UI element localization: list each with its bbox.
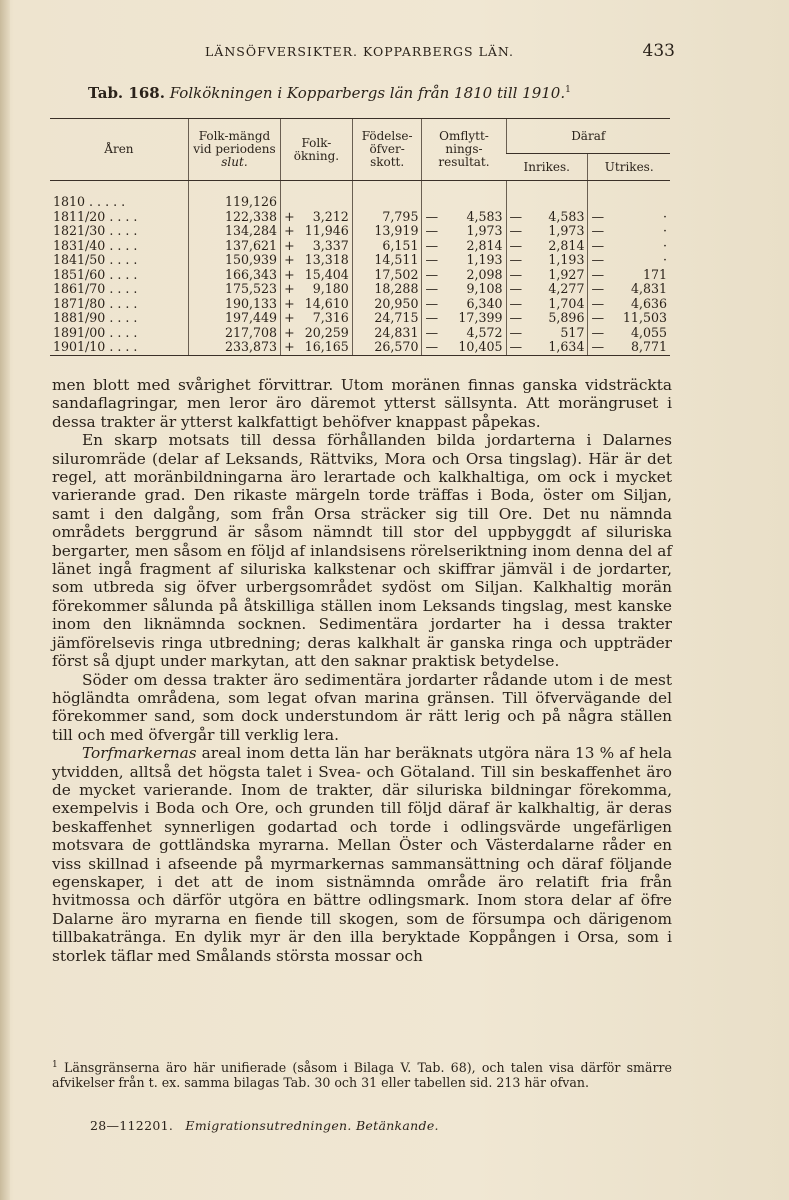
cell-year: 1881/90 . . . . bbox=[53, 310, 138, 325]
cell-population: 137,621 bbox=[188, 239, 280, 254]
cell-population: 122,338 bbox=[188, 210, 280, 225]
table-row bbox=[50, 224, 670, 239]
cell-growth: + 20,259 bbox=[281, 326, 353, 341]
table-row bbox=[50, 253, 670, 268]
cell-births: 18,288 bbox=[352, 282, 422, 297]
cell-births bbox=[352, 181, 422, 210]
cell-population: 166,343 bbox=[188, 268, 280, 283]
cell-domestic: — 1,927 bbox=[506, 268, 588, 283]
cell-population: 119,126 bbox=[188, 181, 280, 210]
cell-domestic: — 4,583 bbox=[506, 210, 588, 225]
page-footer bbox=[90, 1118, 439, 1133]
cell-year: 1811/20 . . . . bbox=[53, 208, 138, 224]
cell-year: 1841/50 . . . . bbox=[53, 252, 138, 267]
cell-growth: + 16,165 bbox=[281, 340, 353, 355]
table-title: Folkökningen i Kopparbergs län från 1810 till 1910. bbox=[169, 84, 566, 102]
cell-growth: + 3,337 bbox=[281, 239, 353, 254]
cell-migration: — 17,399 bbox=[422, 311, 506, 326]
cell-year: 1901/10 . . . . bbox=[50, 340, 188, 355]
table-row bbox=[50, 210, 670, 225]
cell-abroad: — 171 bbox=[588, 268, 670, 283]
cell-growth bbox=[281, 181, 353, 210]
cell-abroad: — · bbox=[588, 224, 670, 239]
cell-growth: + 11,946 bbox=[281, 224, 353, 239]
cell-births: 20,950 bbox=[352, 297, 422, 312]
table-body bbox=[50, 181, 670, 356]
cell-abroad: — 4,831 bbox=[588, 282, 670, 297]
col-header-population: Folk-mängd vid periodens slut. bbox=[188, 119, 280, 181]
cell-births: 14,511 bbox=[352, 253, 422, 268]
table-row bbox=[50, 282, 670, 297]
cell-domestic: — 517 bbox=[506, 326, 588, 341]
cell-abroad: — · bbox=[588, 239, 670, 254]
col-header-births: Födelse-öfver-skott. bbox=[352, 119, 422, 181]
footer-signature: 28—112201. bbox=[90, 1118, 174, 1133]
page-spine bbox=[0, 0, 10, 1200]
cell-population: 175,523 bbox=[188, 282, 280, 297]
cell-abroad: — 8,771 bbox=[588, 340, 670, 355]
cell-migration: — 4,583 bbox=[422, 210, 506, 225]
cell-births: 17,502 bbox=[352, 268, 422, 283]
table-row bbox=[50, 239, 670, 254]
cell-growth: + 9,180 bbox=[281, 282, 353, 297]
cell-population: 150,939 bbox=[188, 253, 280, 268]
cell-domestic: — 1,973 bbox=[506, 224, 588, 239]
cell-domestic: — 2,814 bbox=[506, 239, 588, 254]
cell-year: 1810 . . . . . bbox=[53, 194, 126, 209]
cell-births: 26,570 bbox=[352, 340, 422, 355]
cell-year: 1831/40 . . . . bbox=[53, 237, 138, 253]
cell-migration: — 2,098 bbox=[422, 268, 506, 283]
table-row bbox=[50, 311, 670, 326]
running-header-title: LÄNSÖFVERSIKTER. KOPPARBERGS LÄN. bbox=[205, 44, 515, 59]
col-header-domestic: Inrikes. bbox=[506, 154, 588, 181]
cell-year: 1821/30 . . . . bbox=[53, 223, 138, 238]
cell-domestic: — 5,896 bbox=[506, 311, 588, 326]
cell-births: 6,151 bbox=[352, 239, 422, 254]
cell-abroad: — 4,636 bbox=[588, 297, 670, 312]
table-row bbox=[50, 326, 670, 341]
cell-migration: — 4,572 bbox=[422, 326, 506, 341]
cell-births: 7,795 bbox=[352, 210, 422, 225]
cell-growth: + 7,316 bbox=[281, 311, 353, 326]
col-header-of-which: Däraf bbox=[506, 119, 670, 154]
table-caption bbox=[88, 84, 571, 102]
footer-title: Emigrationsutredningen. Betänkande. bbox=[185, 1118, 439, 1133]
cell-births: 24,715 bbox=[352, 311, 422, 326]
cell-year: 1851/60 . . . . bbox=[53, 266, 138, 282]
cell-migration: — 10,405 bbox=[422, 340, 506, 355]
body-text bbox=[52, 376, 672, 965]
cell-year: 1861/70 . . . . bbox=[53, 281, 138, 296]
cell-growth: + 13,318 bbox=[281, 253, 353, 268]
footnote: $^1$ Länsgränserna äro här unifierade (såsom i Bilaga V. Tab. 68), och talen visa därför smärre afvikelser från t. ex. samma bilagas Tab. 30 och 31 eller tabellen sid. 213 här ofvan. bbox=[52, 1060, 672, 1091]
cell-population: 197,449 bbox=[188, 311, 280, 326]
table-label: Tab. 168. bbox=[88, 84, 165, 102]
col-header-migration: Omflytt-nings-resultat. bbox=[422, 119, 506, 181]
col-header-years: Åren bbox=[50, 119, 188, 181]
paragraph: Torfmarkernas areal inom detta län har beräknats utgöra nära 13 % af hela ytvidden, alltså det högsta talet i Svea- och Götaland. Till sin beskaffenhet äro de mycket varierande. Inom de trakter, där siluriska bildningar förekomma, exempelvis i Boda och Ore, och grunden till följd däraf är kalkhaltig, är deras beskaffenhet synnerligen godartad och torde i odlingsvärde ungefärligen motsvara de gottländska myrarna. Mellan Öster och Västerdalarne råder en viss skillnad i afseende på myrmarkernas sammansättning och däraf följande egenskaper, i det att de inom sistnämnda område äro relatift fria från hvitmossa och därför utgöra en bättre odlingsmark. Inom stora delar af öfre Dalarne äro myrarna en fiende till skogen, som de försumpa och därigenom tillbakatränga. En dylik myr är den illa beryktade Koppången i Orsa, som i storlek täflar med Smålands största mossar och bbox=[52, 744, 672, 965]
cell-growth: + 3,212 bbox=[281, 210, 353, 225]
table-row bbox=[50, 181, 670, 210]
footnote-text: Länsgränserna äro här unifierade (såsom i Bilaga V. Tab. 68), och talen visa därför smärre afvikelser från t. ex. samma bilagas Tab. 30 och 31 eller tabellen sid. 213 här ofvan. bbox=[52, 1060, 672, 1091]
table-row bbox=[50, 340, 670, 355]
cell-abroad: — · bbox=[588, 253, 670, 268]
cell-abroad: — 11,503 bbox=[588, 311, 670, 326]
cell-migration: — 9,108 bbox=[422, 282, 506, 297]
cell-domestic: — 1,634 bbox=[506, 340, 588, 355]
cell-population: 134,284 bbox=[188, 224, 280, 239]
cell-population: 233,873 bbox=[188, 340, 280, 355]
cell-domestic bbox=[506, 181, 588, 210]
cell-growth: + 15,404 bbox=[281, 268, 353, 283]
paragraph: men blott med svårighet förvittrar. Utom moränen finnas ganska vidsträckta sandaflagringar, men leror äro däremot ytterst sällsynta. Att morängruset i dessa trakter är ytterst kalkfattigt behöfver knappast påpekas. bbox=[52, 376, 672, 431]
cell-births: 24,831 bbox=[352, 326, 422, 341]
cell-year: 1891/00 . . . . bbox=[53, 324, 138, 340]
cell-migration: — 6,340 bbox=[422, 297, 506, 312]
cell-growth: + 14,610 bbox=[281, 297, 353, 312]
table-row bbox=[50, 297, 670, 312]
col-header-abroad: Utrikes. bbox=[588, 154, 670, 181]
cell-domestic: — 4,277 bbox=[506, 282, 588, 297]
table-note-mark: 1 bbox=[565, 85, 571, 95]
cell-domestic: — 1,704 bbox=[506, 297, 588, 312]
cell-migration: — 1,973 bbox=[422, 224, 506, 239]
cell-migration bbox=[422, 181, 506, 210]
cell-abroad bbox=[588, 181, 670, 210]
page-number: 433 bbox=[642, 41, 675, 61]
paragraph: En skarp motsats till dessa förhållanden bilda jordarterna i Dalarnes siluromräde (delar af Leksands, Rättviks, Mora och Orsa tingslag). Här är det regel, att moränbildningarna äro lerartade och kalkhaltiga, om ock i mycket varierande grad. Den rikaste märgeln torde träffas i Boda, öster om Siljan, samt i den dalgång, som från Orsa sträcker sig till Ore. Det nu nämnda områdets berggrund är såsom nämndt till stor del uppbyggdt af siluriska bergarter, men såsom en följd af inlandsisens rörelseriktning inom denna del af länet ingå fragment af siluriska kalkstenar och skiffrar jämväl i de jordarter, som utbreda sig öfver urbergsområdet sydöst om Siljan. Kalkhaltig morän förekommer sålunda på åtskilliga ställen inom Leksands tingslag, mest kanske inom den liknämnda socknen. Sedimentära jordarter ha i dessa trakter jämförelsevis ringa utbredning; deras kalkhalt är ganska ringa och uppträder först så djupt under markytan, att den saknar praktisk betydelse. bbox=[52, 431, 672, 671]
cell-year: 1871/80 . . . . bbox=[53, 295, 138, 311]
cell-population: 190,133 bbox=[188, 297, 280, 312]
cell-domestic: — 1,193 bbox=[506, 253, 588, 268]
cell-population: 217,708 bbox=[188, 326, 280, 341]
population-table bbox=[50, 118, 670, 356]
table-row bbox=[50, 268, 670, 283]
cell-abroad: — 4,055 bbox=[588, 326, 670, 341]
paragraph-lead: Torfmarkernas bbox=[82, 744, 197, 763]
cell-births: 13,919 bbox=[352, 224, 422, 239]
cell-migration: — 2,814 bbox=[422, 239, 506, 254]
paragraph: Söder om dessa trakter äro sedimentära jordarter rådande utom i de mest högländta områdena, som legat ofvan marina gränsen. Till öfvervägande del förekommer sand, som dock understundom är rätt lerig och på några ställen till och med öfvergår till verklig lera. bbox=[52, 670, 672, 744]
cell-migration: — 1,193 bbox=[422, 253, 506, 268]
cell-abroad: — · bbox=[588, 210, 670, 225]
running-header bbox=[205, 41, 675, 61]
col-header-growth: Folk-ökning. bbox=[281, 119, 353, 181]
